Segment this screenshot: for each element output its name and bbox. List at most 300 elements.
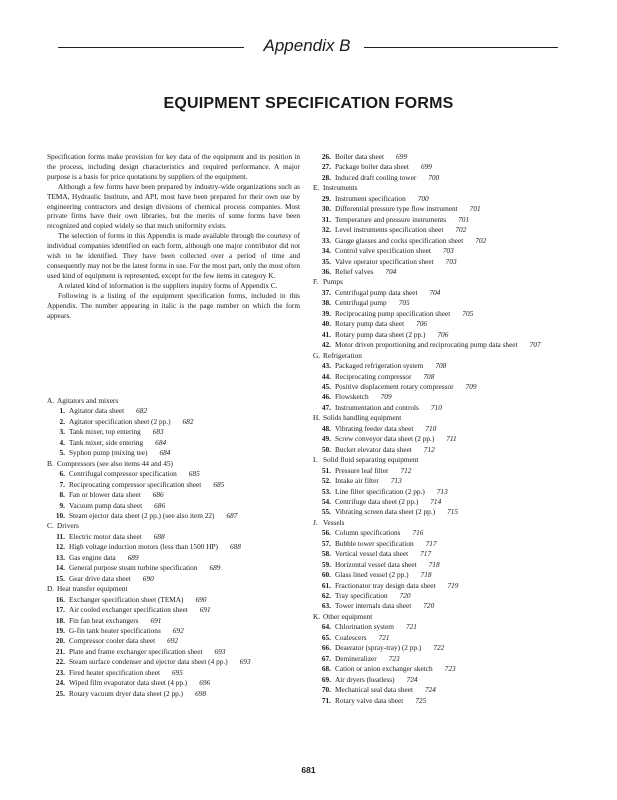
section-letter: J.: [313, 517, 318, 527]
list-section: [313, 455, 593, 518]
list-item: [47, 636, 312, 646]
item-number: 45.: [321, 381, 331, 391]
list-item: [313, 424, 593, 434]
item-page: 695: [171, 667, 183, 677]
list-item: [313, 288, 593, 298]
item-page: 699: [396, 152, 407, 161]
list-item: [47, 616, 312, 626]
list-item: [47, 542, 312, 552]
item-page: 703: [442, 246, 454, 256]
item-title: Reciprocating compressor: [335, 371, 412, 381]
item-number: 64.: [321, 622, 331, 632]
item-title: Electric motor data sheet: [69, 531, 142, 541]
item-title: Level instruments specification sheet: [335, 225, 444, 235]
item-title: Glass lined vessel (2 pp.): [335, 570, 409, 580]
item-title: Cation or anion exchanger sketch: [335, 664, 433, 674]
item-page: 700: [428, 172, 440, 182]
item-number: 66.: [321, 643, 331, 653]
item-title: Line filter specification (2 pp.): [335, 486, 425, 496]
item-number: 10.: [55, 510, 65, 520]
item-number: 68.: [321, 664, 331, 674]
list-item: [313, 445, 593, 455]
intro-paragraph: The selection of forms in this Appendix is made available through the courtesy of individual companies identified on each form, although one major contributor did not wish to be identified. They have been collected over a period of time and consequently may not be the latest forms in use. For the most part, only the most often used kind of equipment is represented, except for the few items in category K.: [47, 231, 300, 280]
item-number: 46.: [321, 392, 331, 402]
item-page: 696: [199, 678, 211, 688]
form-list-left: [47, 396, 312, 699]
item-number: 65.: [321, 632, 331, 642]
section-heading: [47, 584, 312, 594]
item-title: Centrifuge data sheet (2 pp.): [335, 496, 419, 506]
item-title: Induced draft cooling tower: [335, 172, 417, 182]
item-page: 712: [423, 444, 435, 454]
section-name: Agitators and mixers: [57, 396, 119, 405]
section-letter: K.: [313, 611, 321, 621]
list-item: [313, 257, 593, 267]
item-number: 28.: [321, 172, 331, 182]
item-number: 63.: [321, 601, 331, 611]
section-heading: [47, 521, 312, 531]
item-title: Column specifications: [335, 528, 401, 538]
section-heading: [313, 518, 593, 528]
item-page: 708: [423, 371, 435, 381]
list-item: [47, 574, 312, 584]
item-number: 13.: [55, 552, 65, 562]
item-title: Agitator data sheet: [69, 406, 125, 416]
item-page: 717: [420, 549, 432, 559]
item-number: 43.: [321, 361, 331, 371]
item-page: 718: [428, 559, 440, 569]
section-name: Vessels: [323, 517, 345, 527]
item-number: 21.: [55, 646, 65, 656]
item-page: 723: [388, 653, 400, 663]
item-page: 710: [425, 423, 437, 433]
item-title: Relief valves: [335, 266, 374, 276]
section-heading: [313, 413, 593, 423]
list-item: [313, 215, 593, 225]
item-title: Fractionator tray design data sheet: [335, 580, 436, 590]
item-page: 702: [475, 235, 487, 245]
item-number: 20.: [55, 636, 65, 646]
form-list-right: [313, 152, 593, 706]
list-item: [313, 591, 593, 601]
list-section: [313, 612, 593, 706]
item-title: Motor driven proportioning and reciprocating pump data sheet: [335, 340, 518, 350]
item-page: 701: [458, 214, 470, 224]
item-number: 44.: [321, 371, 331, 381]
item-title: Fan or blower data sheet: [69, 490, 141, 500]
list-item: [313, 382, 593, 392]
list-item: [313, 622, 593, 632]
section-name: Other equipment: [323, 611, 373, 621]
item-number: 27.: [321, 162, 331, 172]
section-letter: D.: [47, 584, 55, 594]
item-title: Valve operator specification sheet: [335, 256, 434, 266]
list-item: [313, 581, 593, 591]
section-letter: G.: [313, 350, 321, 360]
list-item: [313, 152, 593, 162]
section-letter: H.: [313, 413, 321, 423]
item-page: 710: [430, 402, 442, 412]
list-item: [313, 319, 593, 329]
list-item: [313, 507, 593, 517]
list-section: [313, 277, 593, 350]
item-number: 17.: [55, 605, 65, 615]
item-number: 23.: [55, 667, 65, 677]
item-page: 722: [433, 643, 445, 653]
item-title: Centrifugal compressor specification: [69, 469, 177, 479]
appendix-heading: [58, 36, 558, 56]
item-number: 61.: [321, 580, 331, 590]
list-item: [47, 626, 312, 636]
item-page: 704: [385, 266, 397, 276]
item-page: 684: [159, 448, 171, 458]
item-number: 14.: [55, 563, 65, 573]
list-item: [47, 595, 312, 605]
item-title: Control valve specification sheet: [335, 246, 431, 256]
item-page: 691: [199, 605, 211, 615]
item-number: 53.: [321, 486, 331, 496]
list-item: [47, 563, 312, 573]
item-title: Reciprocating compressor specification sheet: [69, 479, 202, 489]
item-number: 60.: [321, 570, 331, 580]
item-page: 721: [405, 622, 417, 632]
item-page: 705: [398, 298, 410, 308]
item-page: 715: [447, 507, 459, 517]
section-heading: [313, 612, 593, 622]
list-item: [47, 406, 312, 416]
item-number: 9.: [59, 500, 65, 510]
item-number: 47.: [321, 402, 331, 412]
item-title: Compressor cooler data sheet: [69, 636, 156, 646]
page-title: EQUIPMENT SPECIFICATION FORMS: [163, 95, 454, 112]
heading-rule-left: [58, 47, 244, 48]
list-item: [313, 298, 593, 308]
item-title: Tower internals data sheet: [335, 601, 412, 611]
list-item: [313, 476, 593, 486]
item-number: 69.: [321, 674, 331, 684]
item-number: 25.: [55, 688, 65, 698]
item-title: Screw conveyor data sheet (2 pp.): [335, 434, 435, 444]
item-page: 685: [188, 469, 200, 479]
section-name: Refrigeration: [323, 350, 362, 360]
item-number: 3.: [59, 427, 65, 437]
item-number: 7.: [59, 479, 65, 489]
list-item: [47, 511, 312, 521]
item-number: 48.: [321, 423, 331, 433]
item-page: 707: [529, 340, 541, 350]
section-letter: E.: [313, 183, 320, 193]
section-letter: B.: [47, 458, 54, 468]
list-item: [47, 427, 312, 437]
list-section: [313, 152, 593, 183]
item-page: 692: [167, 636, 179, 646]
item-page: 690: [142, 573, 154, 583]
item-number: 49.: [321, 434, 331, 444]
item-number: 54.: [321, 496, 331, 506]
item-number: 33.: [321, 235, 331, 245]
item-page: 688: [153, 531, 165, 541]
item-title: Vibrating feeder data sheet: [335, 423, 414, 433]
item-number: 19.: [55, 625, 65, 635]
list-item: [313, 246, 593, 256]
list-item: [313, 528, 593, 538]
item-number: 36.: [321, 266, 331, 276]
item-title: Air dryers (heatless): [335, 674, 395, 684]
item-title: General purpose steam turbine specification: [69, 563, 198, 573]
item-page: 698: [195, 688, 207, 698]
item-number: 37.: [321, 287, 331, 297]
item-title: Tank mixer, top entering: [69, 427, 141, 437]
intro-paragraph: Following is a listing of the equipment specification forms, included in this Appendix. The number appearing in italic is the page number on which the form appears.: [47, 290, 300, 320]
item-page: 712: [400, 465, 412, 475]
item-page: 691: [150, 615, 162, 625]
intro-paragraph: Specification forms make provision for key data of the equipment and its position in the process, including design characteristics and required performance. A major purpose is a basis for price quotations by suppliers of the equipment.: [47, 152, 300, 181]
item-number: 32.: [321, 225, 331, 235]
list-section: [313, 183, 593, 277]
list-item: [313, 539, 593, 549]
list-item: [313, 664, 593, 674]
item-page: 686: [154, 500, 166, 510]
list-item: [313, 570, 593, 580]
item-title: Plate and frame exchanger specification sheet: [69, 646, 203, 656]
item-title: Horizontal vessel data sheet: [335, 559, 417, 569]
item-title: Deaerator (spray-tray) (2 pp.): [335, 643, 422, 653]
item-page: 718: [420, 570, 432, 580]
section-letter: F.: [313, 277, 319, 287]
item-page: 703: [445, 256, 457, 266]
item-page: 699: [420, 162, 432, 172]
item-page: 714: [430, 496, 442, 506]
section-name: Compressors (see also items 44 and 45): [57, 458, 173, 468]
list-item: [313, 330, 593, 340]
intro-text: [47, 152, 300, 320]
item-page: 685: [213, 479, 225, 489]
item-number: 50.: [321, 444, 331, 454]
item-page: 709: [465, 381, 477, 391]
item-title: Mechanical seal data sheet: [335, 685, 413, 695]
item-number: 70.: [321, 685, 331, 695]
item-title: Differential pressure type flow instrument: [335, 204, 458, 214]
item-number: 40.: [321, 319, 331, 329]
item-title: Instrument specification: [335, 193, 406, 203]
list-item: [313, 654, 593, 664]
item-page: 709: [380, 392, 392, 402]
item-page: 724: [425, 685, 436, 695]
list-item: [47, 448, 312, 458]
list-item: [47, 647, 312, 657]
section-heading: [313, 351, 593, 361]
item-page: 683: [152, 427, 164, 437]
list-item: [313, 549, 593, 559]
item-page: 700: [417, 193, 429, 203]
list-item: [313, 392, 593, 402]
list-item: [313, 173, 593, 183]
item-number: 15.: [55, 573, 65, 583]
item-number: 52.: [321, 476, 331, 486]
item-number: 56.: [321, 528, 331, 538]
list-section: [47, 396, 312, 459]
list-section: [313, 351, 593, 414]
item-title: Tank mixer, side entering: [69, 437, 144, 447]
list-item: [47, 469, 312, 479]
item-page: 716: [412, 528, 424, 538]
item-number: 71.: [321, 695, 331, 705]
item-title: Coalescers: [335, 632, 367, 642]
item-title: Fired heater specification sheet: [69, 667, 160, 677]
list-item: [313, 225, 593, 235]
item-number: 24.: [55, 678, 65, 688]
list-item: [47, 501, 312, 511]
list-item: [313, 162, 593, 172]
item-title: Centrifugal pump data sheet: [335, 287, 418, 297]
item-page: 711: [446, 434, 457, 444]
item-number: 59.: [321, 559, 331, 569]
item-title: Demineralizer: [335, 653, 377, 663]
item-page: 693: [239, 657, 251, 667]
section-heading: [47, 396, 312, 406]
list-item: [313, 267, 593, 277]
section-heading: [47, 459, 312, 469]
item-number: 31.: [321, 214, 331, 224]
item-title: Intake air filter: [335, 476, 379, 486]
list-section: [47, 459, 312, 522]
item-title: Temperature and pressure instruments: [335, 214, 447, 224]
item-title: Vibrating screen data sheet (2 pp.): [335, 507, 436, 517]
item-number: 67.: [321, 653, 331, 663]
item-number: 29.: [321, 193, 331, 203]
item-number: 12.: [55, 542, 65, 552]
item-number: 5.: [59, 448, 65, 458]
item-page: 717: [425, 538, 437, 548]
item-title: Fin fan heat exchangers: [69, 615, 139, 625]
item-title: Rotary vacuum dryer data sheet (2 pp.): [69, 688, 184, 698]
list-section: [47, 521, 312, 584]
item-number: 39.: [321, 308, 331, 318]
section-letter: I.: [313, 455, 318, 465]
item-number: 51.: [321, 465, 331, 475]
list-section: [313, 518, 593, 612]
item-page: 690: [195, 594, 207, 604]
item-title: Steam surface condenser and ejector data sheet (4 pp.): [69, 657, 228, 667]
item-number: 22.: [55, 657, 65, 667]
item-title: Bucket elevator data sheet: [335, 444, 412, 454]
item-page: 702: [455, 225, 467, 235]
item-title: Bubble tower specification: [335, 538, 414, 548]
item-number: 62.: [321, 591, 331, 601]
item-number: 8.: [59, 490, 65, 500]
item-number: 16.: [55, 594, 65, 604]
item-page: 686: [152, 490, 164, 500]
section-name: Instruments: [323, 183, 358, 193]
item-page: 719: [447, 580, 459, 590]
item-title: Rotary pump data sheet: [335, 319, 405, 329]
page-number: 681: [301, 765, 316, 775]
item-number: 57.: [321, 538, 331, 548]
list-item: [47, 678, 312, 688]
item-number: 35.: [321, 256, 331, 266]
item-number: 41.: [321, 329, 331, 339]
item-title: Centrifugal pump: [335, 298, 387, 308]
item-title: Positive displacement rotary compressor: [335, 381, 454, 391]
item-page: 689: [209, 563, 221, 573]
item-page: 706: [416, 319, 428, 329]
item-title: G-fin tank heater specifications: [69, 625, 161, 635]
item-page: 713: [390, 476, 402, 486]
list-section: [47, 584, 312, 699]
list-item: [313, 675, 593, 685]
section-letter: A.: [47, 396, 55, 405]
list-item: [313, 685, 593, 695]
list-item: [313, 643, 593, 653]
item-page: 682: [182, 416, 194, 426]
item-title: Package boiler data sheet: [335, 162, 409, 172]
section-name: Solid fluid separating equipment: [323, 455, 419, 465]
list-item: [47, 668, 312, 678]
item-title: Steam ejector data sheet (2 pp.) (see also item 22): [69, 510, 215, 520]
item-page: 687: [226, 510, 238, 520]
item-page: 721: [378, 632, 390, 642]
list-item: [313, 340, 593, 350]
list-item: [47, 553, 312, 563]
item-title: Agitator specification sheet (2 pp.): [69, 416, 171, 426]
item-title: Exchanger specification sheet (TEMA): [69, 594, 184, 604]
section-name: Pumps: [323, 277, 343, 287]
item-title: Packaged refrigeration system: [335, 361, 424, 371]
list-item: [47, 438, 312, 448]
list-item: [47, 417, 312, 427]
item-number: 11.: [56, 531, 65, 541]
list-section: [313, 413, 593, 455]
item-number: 38.: [321, 298, 331, 308]
item-title: Chlorination system: [335, 622, 394, 632]
list-item: [313, 601, 593, 611]
list-item: [47, 657, 312, 667]
item-page: 706: [437, 329, 449, 339]
list-item: [313, 434, 593, 444]
section-name: Drivers: [57, 521, 79, 531]
item-title: Instrumentation and controls: [335, 402, 419, 412]
item-page: 701: [469, 204, 481, 214]
item-title: Syphon pump (mixing tee): [69, 448, 148, 458]
list-item: [313, 361, 593, 371]
list-item: [313, 236, 593, 246]
item-number: 2.: [59, 416, 65, 426]
item-title: Gas engine data: [69, 552, 116, 562]
list-item: [313, 403, 593, 413]
item-title: Gear drive data sheet: [69, 573, 131, 583]
item-title: Rotary valve data sheet: [335, 695, 404, 705]
item-page: 682: [136, 406, 148, 416]
section-letter: C.: [47, 521, 54, 531]
list-item: [313, 633, 593, 643]
appendix-label: Appendix B: [263, 36, 351, 55]
list-item: [313, 466, 593, 476]
item-title: Reciprocating pump specification sheet: [335, 308, 451, 318]
item-page: 689: [127, 552, 139, 562]
list-item: [313, 560, 593, 570]
section-name: Solids handling equipment: [323, 413, 402, 423]
item-title: Wiped film evaporator data sheet (4 pp.): [69, 678, 188, 688]
item-page: 723: [444, 664, 456, 674]
section-heading: [313, 183, 593, 193]
item-page: 724: [406, 674, 418, 684]
item-number: 4.: [59, 437, 65, 447]
list-item: [313, 487, 593, 497]
item-page: 693: [214, 646, 226, 656]
item-title: Flowsketch: [335, 392, 369, 402]
item-title: Tray specification: [335, 591, 388, 601]
list-item: [313, 204, 593, 214]
